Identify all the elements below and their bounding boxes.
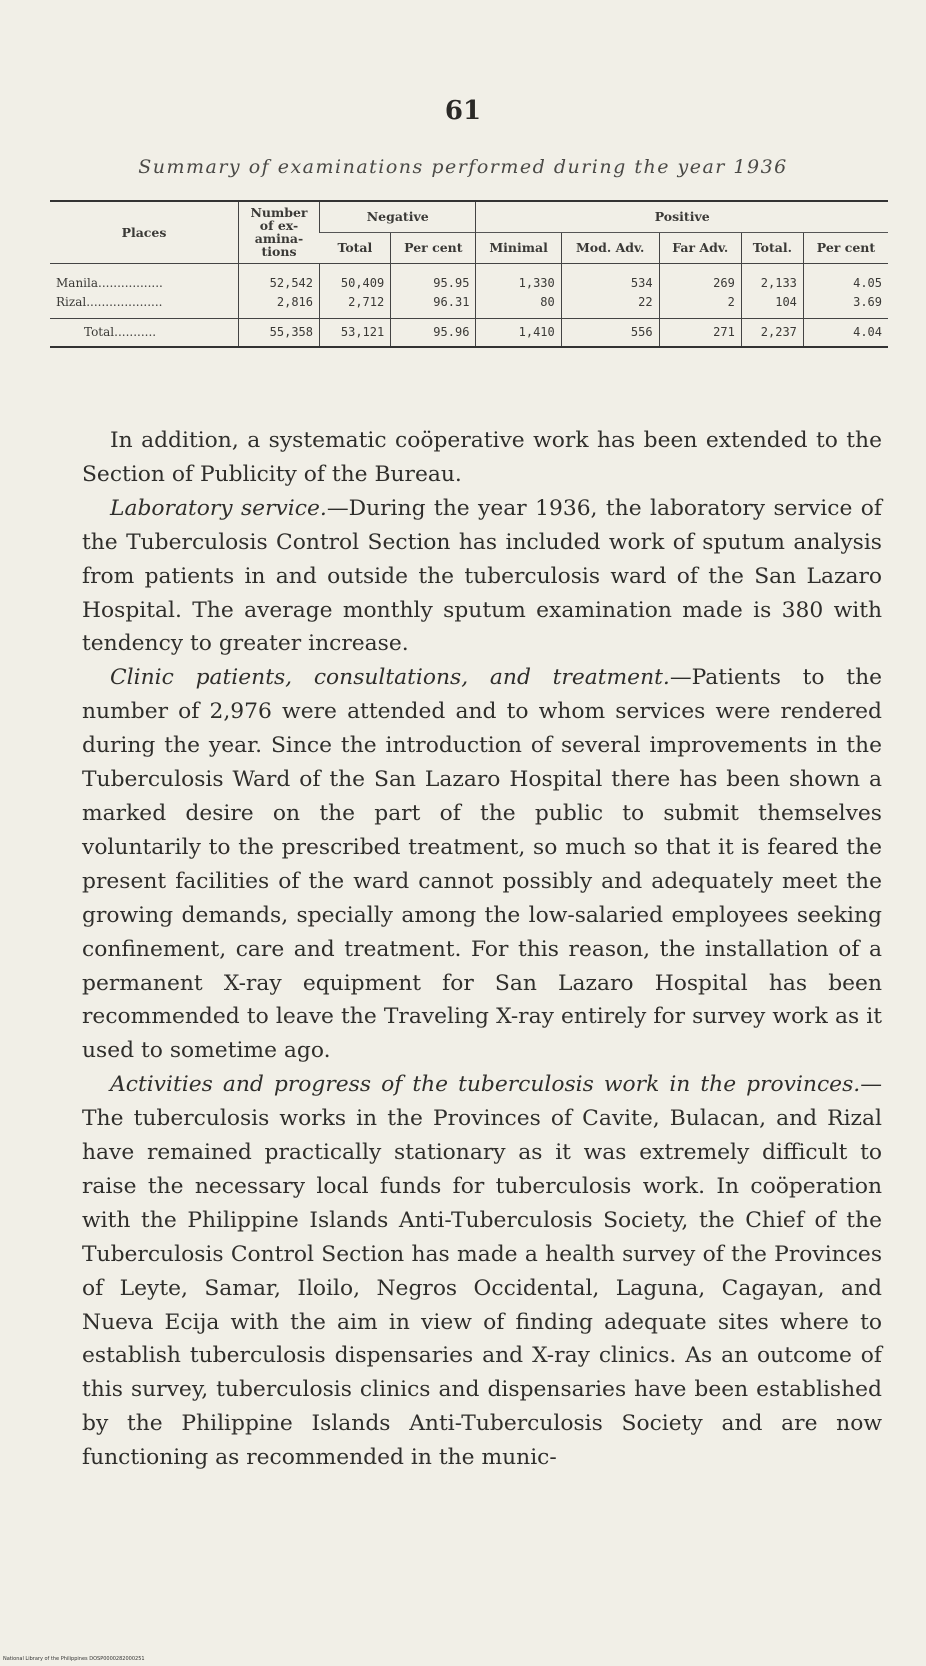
- cell-far-adv: 271: [659, 318, 741, 347]
- table-row: [50, 263, 888, 293]
- header-neg-percent: Per cent: [391, 232, 476, 263]
- cell-pos-percent: 4.04: [803, 318, 888, 347]
- cell-place: [50, 293, 239, 319]
- text-laboratory: —During the year 1936, the laboratory service of the Tuberculosis Control Section has included work of sputum analysis from patients in and outside the tuberculosis ward of the San Lazaro Hospital. The average monthly sputum examination made is 380 with tendency to greater increase.: [82, 495, 882, 657]
- cell-minimal: 80: [476, 293, 561, 319]
- cell-far-adv: 2: [659, 293, 741, 319]
- cell-number: 52,542: [239, 263, 320, 293]
- place-label: Rizal: [56, 294, 87, 309]
- cell-mod-adv: 534: [561, 263, 659, 293]
- heading-clinic: Clinic patients, consultations, and treatment.: [110, 665, 670, 691]
- cell-place: [50, 263, 239, 293]
- header-pos-total: Total.: [741, 232, 803, 263]
- summary-table-container: [50, 200, 888, 348]
- leader-dots: ...........: [114, 324, 157, 339]
- cell-place: [50, 318, 239, 347]
- header-pos-percent: Per cent: [803, 232, 888, 263]
- page-number: 61: [444, 96, 482, 126]
- header-places: Places: [50, 201, 239, 263]
- header-number: Number of ex-amina-tions: [239, 201, 320, 263]
- cell-minimal: 1,410: [476, 318, 561, 347]
- cell-number: 2,816: [239, 293, 320, 319]
- cell-number: 55,358: [239, 318, 320, 347]
- paragraph-clinic: [82, 661, 882, 1068]
- cell-mod-adv: 556: [561, 318, 659, 347]
- leader-dots: ....................: [86, 294, 163, 309]
- total-label: Total: [84, 324, 115, 339]
- cell-neg-percent: 96.31: [391, 293, 476, 319]
- paragraph-provinces: [82, 1068, 882, 1475]
- text-provinces: —The tuberculosis works in the Provinces of Cavite, Bulacan, and Rizal have remained practically stationary as it was extremely difficult to raise the necessary local funds for tuberculosis work. In coöperation with the Philippine Islands Anti-Tuberculosis Society, the Chief of the Tuberculosis Control Section has made a health survey of the Provinces of Leyte, Samar, Iloilo, Negros Occidental, Laguna, Cagayan, and Nueva Ecija with the aim in view of finding adequate sites where to establish tuberculosis dispensaries and X-ray clinics. As an outcome of this survey, tuberculosis clinics and dispensaries have been established by the Philippine Islands Anti-Tuberculosis Society and are now functioning as recommended in the munic-: [82, 1072, 882, 1471]
- footer-note: National Library of the Philippines DOSP0000282000251: [3, 1656, 145, 1662]
- cell-minimal: 1,330: [476, 263, 561, 293]
- header-mod-adv: Mod. Adv.: [561, 232, 659, 263]
- cell-pos-total: 2,237: [741, 318, 803, 347]
- place-label: Manila: [56, 275, 98, 290]
- cell-neg-total: 50,409: [320, 263, 391, 293]
- table-row: [50, 293, 888, 319]
- header-minimal: Minimal: [476, 232, 561, 263]
- table-caption: Summary of examinations performed during the year 1936: [138, 156, 788, 178]
- paragraph-publicity: In addition, a systematic coöperative work has been extended to the Section of Publicity of the Bureau.: [82, 428, 882, 487]
- text-clinic: —Patients to the number of 2,976 were attended and to whom services were rendered during the year. Since the introduction of several improvements in the Tuberculosis Ward of the San Lazaro Hospital there has been shown a marked desire on the part of the public to submit themselves voluntarily to the prescribed treatment, so much so that it is feared the present facilities of the ward cannot possibly and adequately meet the growing demands, specially among the low-salaried employees seeking confinement, care and treatment. For this reason, the installation of a permanent X-ray equipment for San Lazaro Hospital has been recommended to leave the Traveling X-ray entirely for survey work as it used to sometime ago.: [82, 665, 883, 1064]
- cell-neg-total: 2,712: [320, 293, 391, 319]
- cell-far-adv: 269: [659, 263, 741, 293]
- cell-pos-total: 2,133: [741, 263, 803, 293]
- cell-neg-percent: 95.96: [391, 318, 476, 347]
- cell-mod-adv: 22: [561, 293, 659, 319]
- summary-table: [50, 200, 888, 348]
- cell-neg-percent: 95.95: [391, 263, 476, 293]
- cell-neg-total: 53,121: [320, 318, 391, 347]
- header-positive: Positive: [476, 201, 888, 232]
- heading-laboratory: Laboratory service.: [110, 495, 327, 521]
- header-negative: Negative: [320, 201, 476, 232]
- paragraph-laboratory: [82, 492, 882, 662]
- leader-dots: .................: [98, 275, 163, 290]
- table-total-row: [50, 318, 888, 347]
- header-far-adv: Far Adv.: [659, 232, 741, 263]
- cell-pos-percent: 3.69: [803, 293, 888, 319]
- cell-pos-percent: 4.05: [803, 263, 888, 293]
- heading-provinces: Activities and progress of the tuberculosis work in the provinces.: [110, 1072, 861, 1098]
- header-neg-total: Total: [320, 232, 391, 263]
- body-text: [82, 424, 882, 1475]
- cell-pos-total: 104: [741, 293, 803, 319]
